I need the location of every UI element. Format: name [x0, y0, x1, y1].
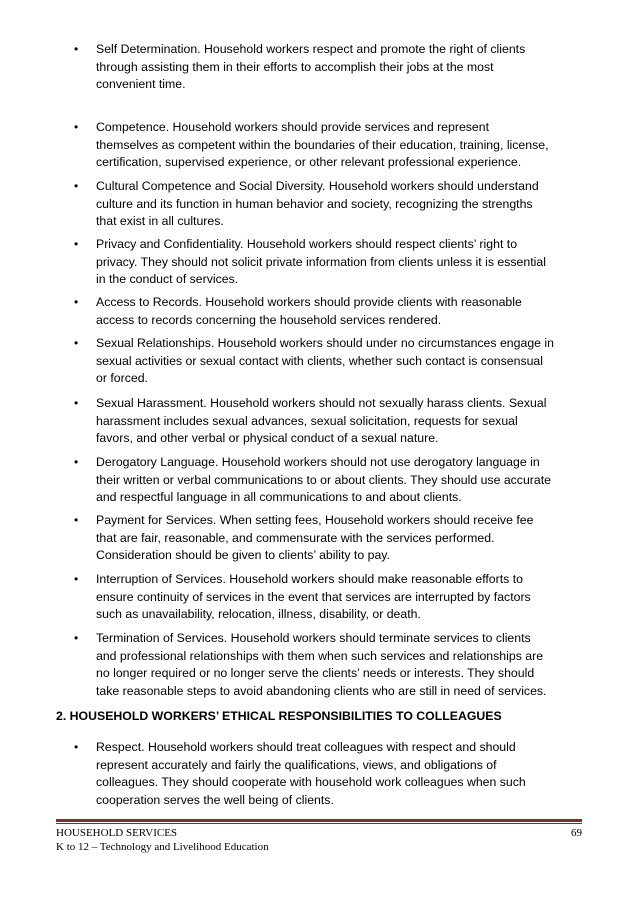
- footer-left: [56, 826, 269, 854]
- list-item-text: Sexual Relationships. Household workers should under no circumstances engage in sexual activities or sexual contact with clients, whether such contact is consensual or forced.: [96, 336, 554, 385]
- footer-rule-thin: [56, 823, 582, 824]
- list-item-text: Respect. Household workers should treat colleagues with respect and should represent accurately and fairly the qualifications, views, and obligations of colleagues. They should cooperate with household work colleagues when such cooperation serves the well being of clients.: [96, 740, 526, 807]
- list-item-text: Competence. Household workers should provide services and represent themselves as competent within the boundaries of their education, training, license, certification, supervised experience, or other relevant professional experience.: [96, 120, 549, 169]
- bullet-icon: •: [74, 455, 79, 469]
- bullet-icon: •: [74, 237, 79, 251]
- bullet-icon: •: [74, 396, 79, 410]
- bullet-icon: •: [74, 120, 79, 134]
- list-item-text: Sexual Harassment. Household workers should not sexually harass clients. Sexual harassment includes sexual advances, sexual solicitation, requests for sexual favors, and other verbal or physical conduct of a sexual nature.: [96, 396, 547, 445]
- page-number: 69: [571, 827, 582, 839]
- list-item-text: Derogatory Language. Household workers should not use derogatory language in their written or verbal communications to or about clients. They should use accurate and respectful language in all communications to and about clients.: [96, 455, 551, 504]
- bullet-icon: •: [74, 336, 79, 350]
- bullet-icon: •: [74, 179, 79, 193]
- footer-course-title: HOUSEHOLD SERVICES: [56, 827, 178, 839]
- bullet-icon: •: [74, 42, 79, 56]
- list-item-text: Access to Records. Household workers should provide clients with reasonable access to records concerning the household services rendered.: [96, 295, 522, 327]
- bullet-icon: •: [74, 513, 79, 527]
- list-item-text: Privacy and Confidentiality. Household workers should respect clients’ right to privacy. They should not solicit private information from clients unless it is essential in the conduct of services.: [96, 237, 546, 286]
- list-item-text: Payment for Services. When setting fees, Household workers should receive fee that are fair, reasonable, and commensurate with the services performed. Consideration should be given to clients’ ability to pay.: [96, 513, 534, 562]
- bullet-icon: •: [74, 572, 79, 586]
- footer-program: K to 12 – Technology and Livelihood Education: [56, 841, 269, 853]
- bullet-icon: •: [74, 295, 79, 309]
- list-item-text: Cultural Competence and Social Diversity. Household workers should understand culture and its function in human behavior and society, recognizing the strengths that exist in all cultures.: [96, 179, 539, 228]
- list-item-text: Termination of Services. Household workers should terminate services to clients and professional relationships with them when such services and relationships are no longer required or no longer serve the clients’ needs or interests. They should take reasonable steps to avoid abandoning clients who are still in need of services.: [96, 631, 547, 698]
- bullet-icon: •: [74, 740, 79, 754]
- footer-rule: [56, 819, 582, 822]
- list-item-text: Interruption of Services. Household workers should make reasonable efforts to ensure continuity of services in the event that services are interrupted by factors such as unavailability, relocation, illness, disability, or death.: [96, 572, 531, 621]
- section-heading: 2. HOUSEHOLD WORKERS’ ETHICAL RESPONSIBILITIES TO COLLEAGUES: [56, 709, 502, 723]
- bullet-icon: •: [74, 631, 79, 645]
- list-item-text: Self Determination. Household workers respect and promote the right of clients through assisting them in their efforts to accomplish their jobs at the most convenient time.: [96, 42, 526, 91]
